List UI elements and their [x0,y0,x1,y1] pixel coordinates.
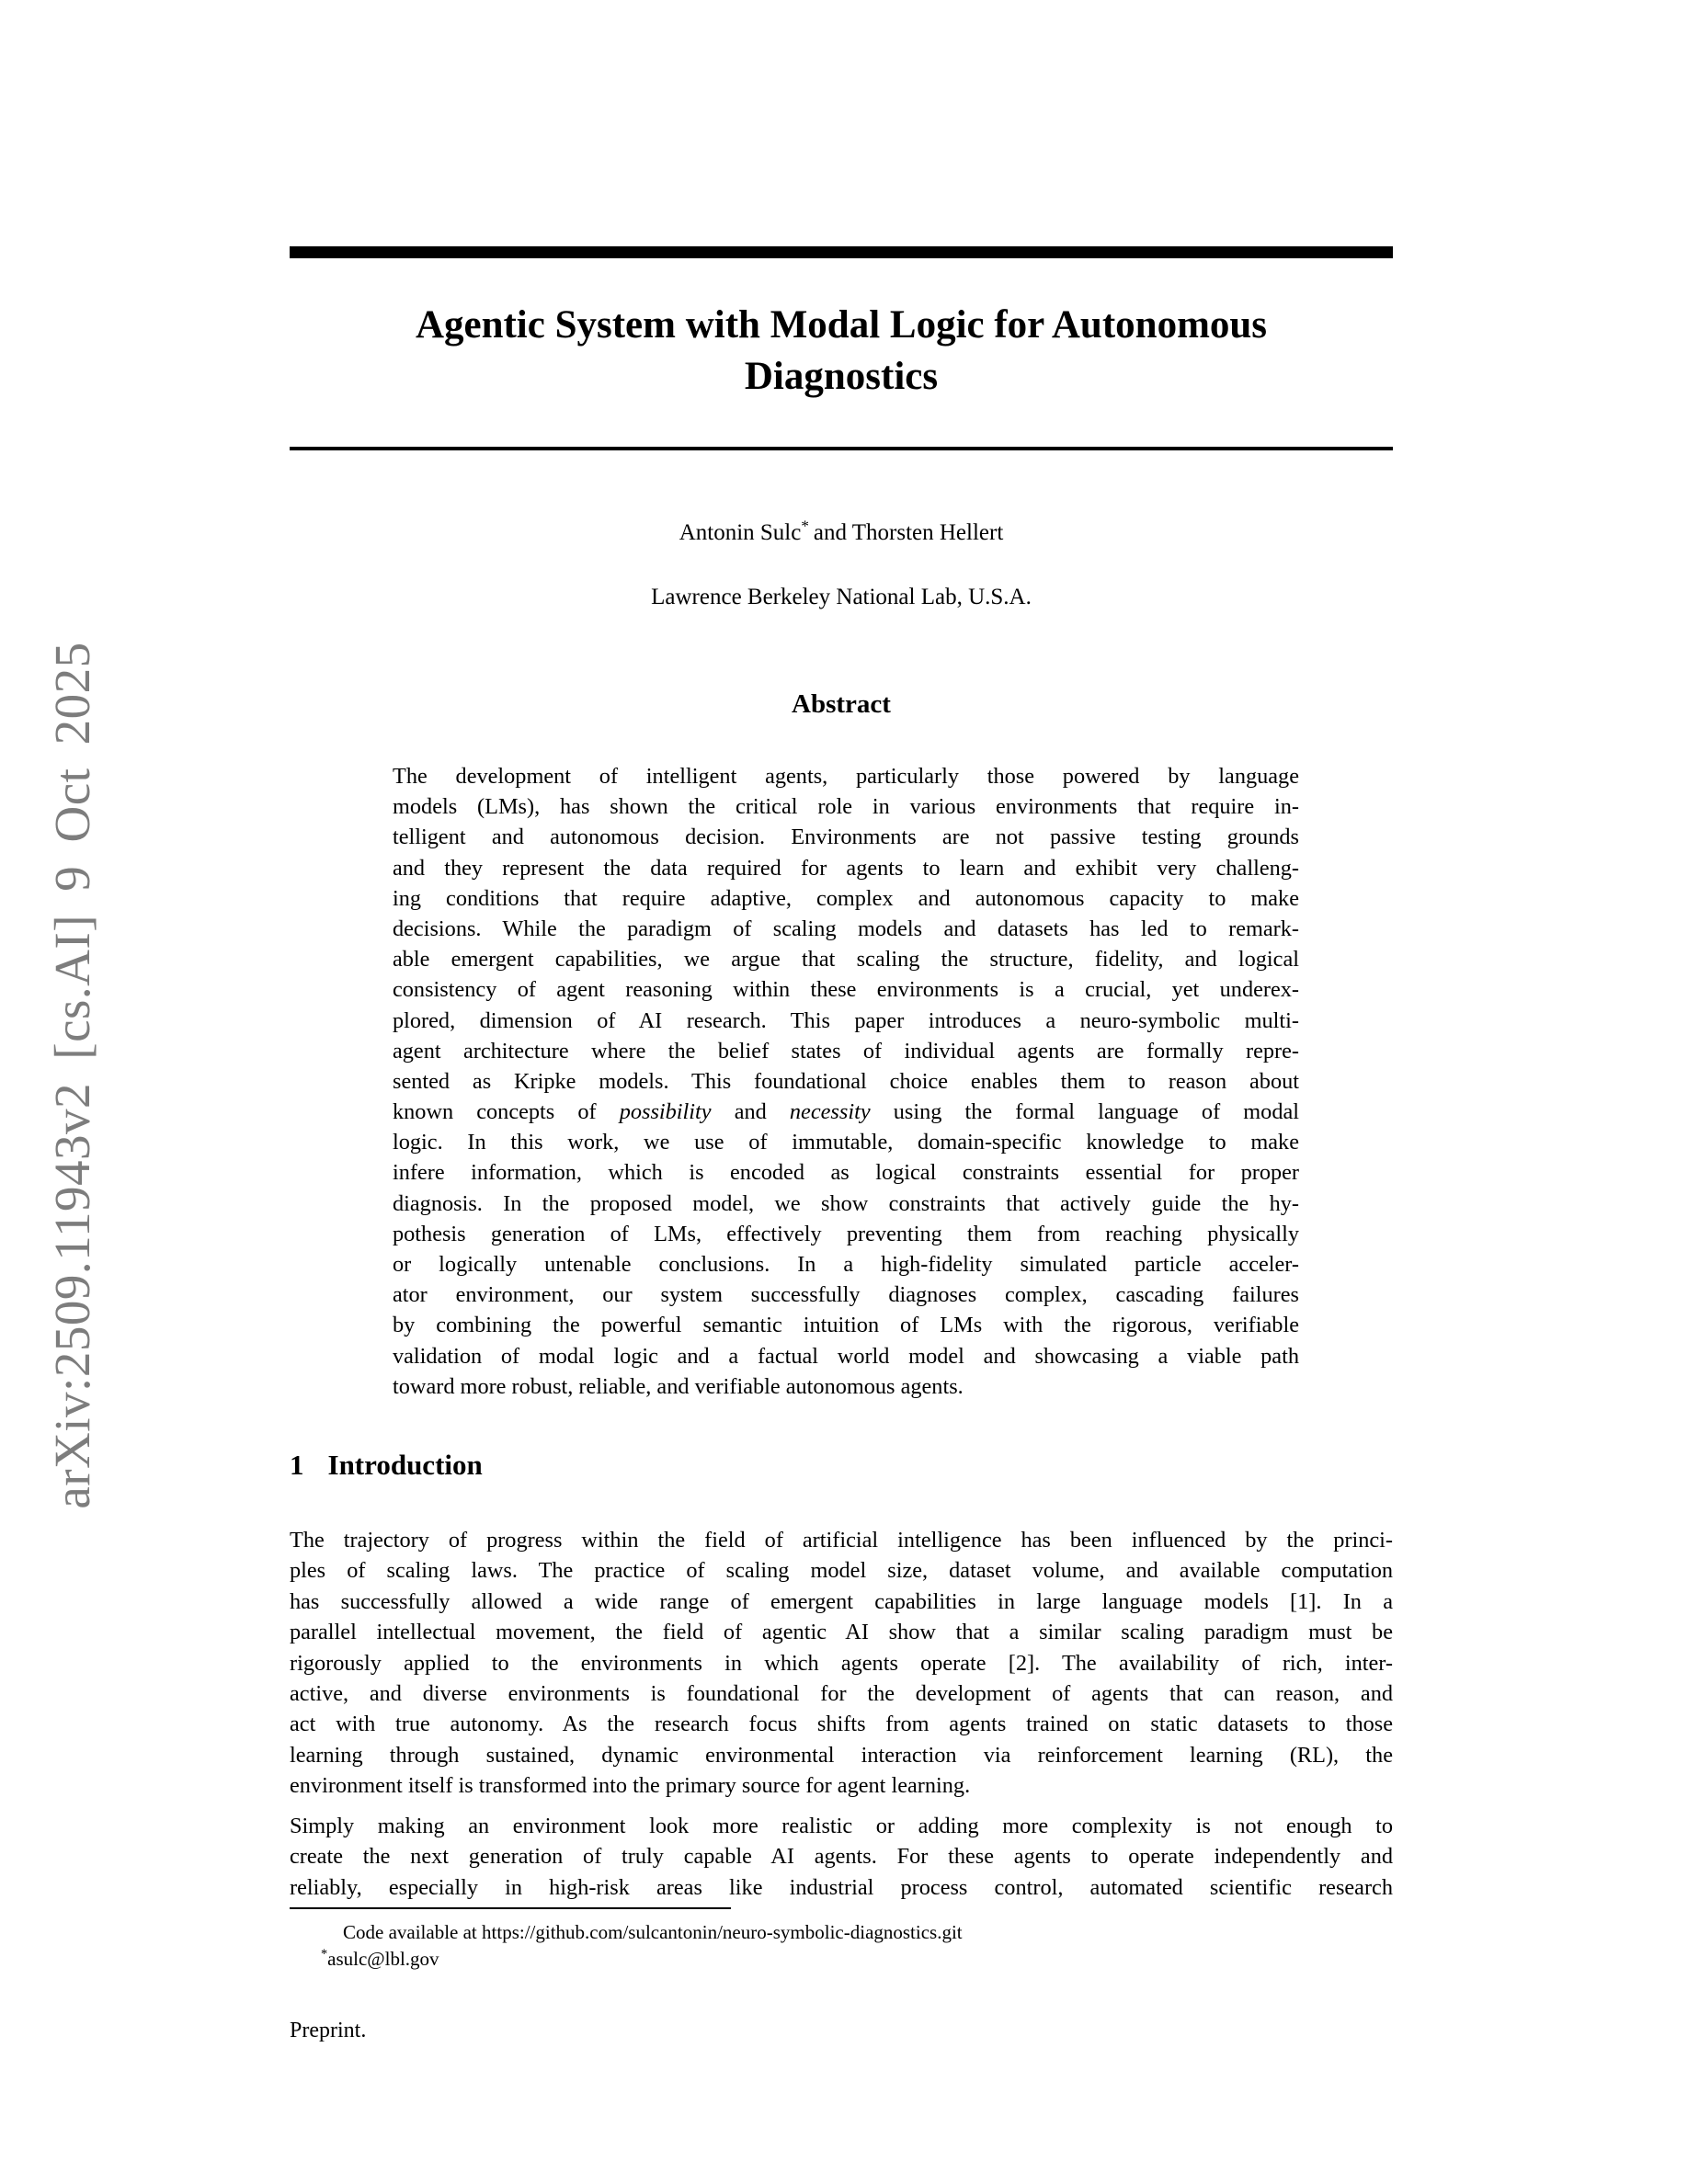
abstract-line: ator environment, our system successfully diagnoses complex, cascading failures [393,1282,1299,1308]
footnote-code-line [290,1919,1393,1946]
paper-title-line-1: Agentic System with Modal Logic for Autonomous [415,303,1268,347]
author-line [290,517,1393,546]
title-rule-bottom [290,447,1393,450]
abstract-line: ing conditions that require adaptive, complex and autonomous capacity to make [393,885,1299,911]
body-line: environment itself is transformed into the primary source for agent learning. [290,1773,971,1799]
title-rule-top [290,246,1393,258]
arxiv-watermark-text: arXiv:2509.11943v2 [cs.AI] 9 Oct 2025 [44,642,100,1509]
abstract-line: telligent and autonomous decision. Environments are not passive testing grounds [393,825,1299,850]
abstract-line-text: known concepts of [393,1099,620,1125]
abstract-line: agent architecture where the belief states of individual agents are formally repre- [393,1038,1299,1064]
affiliation: Lawrence Berkeley National Lab, U.S.A. [651,585,1032,609]
paper-title-line-2: Diagnostics [744,355,939,398]
abstract-line: consistency of agent reasoning within these environments is a crucial, yet underex- [393,977,1299,1003]
abstract-line: diagnosis. In the proposed model, we show constraints that actively guide the hy- [393,1190,1299,1216]
abstract-line: The development of intelligent agents, particularly those powered by language [393,764,1299,789]
section-number: 1 [290,1449,304,1481]
italic-term-possibility: possibility [619,1099,712,1125]
abstract-line-with-italics [393,1097,1299,1127]
abstract-line: validation of modal logic and a factual world model and showcasing a viable path [393,1343,1299,1369]
body-line: act with true autonomy. As the research focus shifts from agents trained on static datasets to those [290,1712,1393,1737]
abstract-line: and they represent the data required for agents to learn and exhibit very challeng- [393,855,1299,881]
body-line: rigorously applied to the environments in which agents operate [2]. The availability of rich, inter- [290,1650,1393,1676]
section-title: Introduction [327,1449,483,1481]
introduction-paragraph-1 [290,1525,1393,1802]
abstract-line-text: and [711,1099,790,1125]
abstract-line: by combining the powerful semantic intuition of LMs with the rigorous, verifiable [393,1313,1299,1338]
body-line: The trajectory of progress within the field of artificial intelligence has been influenced by the princi- [290,1528,1393,1553]
abstract-line: toward more robust, reliable, and verifiable autonomous agents. [393,1373,964,1399]
author-name: Antonin Sulc [679,520,802,545]
author-footnote-mark: * [801,517,809,535]
abstract-line: models (LMs), has shown the critical role in various environments that require in- [393,794,1299,820]
preprint-label: Preprint. [290,2019,367,2042]
body-line: ples of scaling laws. The practice of scaling model size, dataset volume, and available computation [290,1558,1393,1584]
abstract-line: or logically untenable conclusions. In a high-fidelity simulated particle acceler- [393,1252,1299,1277]
body-line: Simply making an environment look more realistic or adding more complexity is not enough to [290,1814,1393,1838]
abstract-line: logic. In this work, we use of immutable, domain-specific knowledge to make [393,1130,1299,1155]
github-repo-link[interactable]: https://github.com/sulcantonin/neuro-symbolic-diagnostics.git [482,1921,963,1943]
footnote-code-prefix: Code available at [343,1921,483,1943]
abstract-heading: Abstract [792,689,891,719]
introduction-paragraph-2 [290,1811,1393,1903]
abstract-line: sented as Kripke models. This foundational choice enables them to reason about [393,1068,1299,1094]
footnote-email-mark: * [321,1947,328,1962]
abstract-line-text: using the formal language of modal [870,1099,1299,1125]
italic-term-necessity: necessity [789,1099,871,1125]
footnote-email-line [290,1946,1393,1973]
body-line: learning through sustained, dynamic environmental interaction via reinforcement learning (RL), the [290,1742,1393,1768]
abstract-line: plored, dimension of AI research. This paper introduces a neuro-symbolic multi- [393,1007,1299,1033]
abstract-line: infere information, which is encoded as logical constraints essential for proper [393,1160,1299,1186]
body-line: has successfully allowed a wide range of emergent capabilities in large language models [1]. In a [290,1588,1393,1614]
abstract-line: able emergent capabilities, we argue that scaling the structure, fidelity, and logical [393,947,1299,973]
body-line: reliably, especially in high-risk areas like industrial process control, automated scientific research [290,1874,1393,1900]
body-line: create the next generation of truly capable AI agents. For these agents to operate independently and [290,1844,1393,1870]
section-heading-introduction [290,1449,1393,1482]
author-name-second: and Thorsten Hellert [813,520,1004,545]
body-line: active, and diverse environments is foundational for the development of agents that can reason, and [290,1680,1393,1706]
footnote-email: asulc@lbl.gov [327,1948,439,1970]
body-line: parallel intellectual movement, the field of agentic AI show that a similar scaling paradigm must be [290,1620,1393,1645]
footnote-block [290,1919,1393,1973]
abstract-body [393,761,1299,1402]
abstract-line: pothesis generation of LMs, effectively preventing them from reaching physically [393,1221,1299,1246]
abstract-line: decisions. While the paradigm of scaling models and datasets has led to remark- [393,916,1299,941]
footnote-rule [290,1907,731,1909]
paper-title [290,300,1393,403]
